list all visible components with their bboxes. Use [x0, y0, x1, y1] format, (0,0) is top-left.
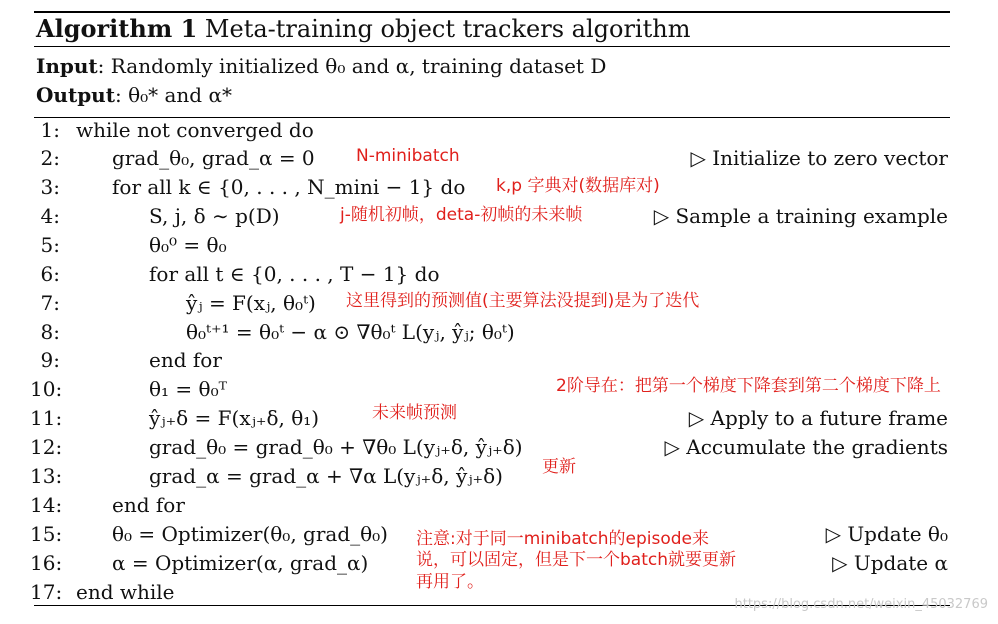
code-line: for all k ∈ {0, . . . , N_mini − 1} do: [112, 175, 466, 199]
comment: ▷ Update θ₀: [825, 522, 948, 546]
annotation-update: 更新: [542, 457, 576, 477]
line-number: 13:: [30, 464, 63, 488]
code-line: θ₀ = Optimizer(θ₀, grad_θ₀): [112, 522, 388, 546]
comment: ▷ Apply to a future frame: [688, 406, 948, 430]
code-line: ŷⱼ₊δ = F(xⱼ₊δ, θ₁): [149, 406, 320, 430]
algorithm-name: Meta-training object trackers algorithm: [204, 15, 691, 43]
code-line: S, j, δ ∼ p(D): [149, 204, 280, 228]
line-number: 14:: [30, 493, 63, 517]
line-number: 9:: [40, 348, 60, 372]
code-line: end for: [112, 493, 185, 517]
line-number: 12:: [30, 435, 63, 459]
code-line: end for: [149, 348, 222, 372]
comment: ▷ Accumulate the gradients: [664, 435, 948, 459]
annotation-note: 注意:对于同一minibatch的episode来说，可以固定，但是下一个batch就要更新再用了。: [416, 529, 736, 592]
top-rule: [34, 11, 950, 13]
line-number: 15:: [30, 522, 63, 546]
line-number: 17:: [30, 580, 63, 604]
annotation-minibatch: N-minibatch: [356, 146, 460, 166]
line-number: 1:: [40, 118, 60, 142]
title-rule: [34, 46, 950, 47]
line-number: 7:: [40, 291, 60, 315]
output-line: [36, 85, 232, 105]
code-line: grad_θ₀ = grad_θ₀ + ∇θ₀ L(yⱼ₊δ, ŷⱼ₊δ): [149, 435, 523, 459]
input-text: : Randomly initialized θ₀ and α, training dataset D: [97, 54, 607, 78]
line-number: 3:: [40, 175, 60, 199]
input-line: [36, 56, 606, 76]
code-line: θ₀ᵗ⁺¹ = θ₀ᵗ − α ⊙ ∇θ₀ᵗ L(yⱼ, ŷⱼ; θ₀ᵗ): [186, 320, 515, 344]
annotation-j-delta: j-随机初帧，deta-初帧的未来帧: [340, 205, 583, 225]
output-text: : θ₀* and α*: [114, 83, 232, 107]
code-line: end while: [76, 580, 175, 604]
line-number: 4:: [40, 204, 60, 228]
line-number: 2:: [40, 146, 60, 170]
code-line: θ₀⁰ = θ₀: [149, 233, 227, 257]
annotation-second-order: 2阶导在：把第一个梯度下降套到第二个梯度下降上: [556, 376, 941, 396]
line-number: 16:: [30, 551, 63, 575]
code-line: α = Optimizer(α, grad_α): [112, 551, 369, 575]
algorithm-title: [36, 14, 691, 43]
line-number: 10:: [30, 377, 63, 401]
line-number: 8:: [40, 320, 60, 344]
watermark: https://blog.csdn.net/weixin_45032769: [734, 597, 988, 612]
annotation-future-frame: 未来帧预测: [372, 403, 457, 423]
comment: ▷ Update α: [832, 551, 948, 575]
code-line: grad_α = grad_α + ∇α L(yⱼ₊δ, ŷⱼ₊δ): [149, 464, 503, 488]
input-label: Input: [36, 54, 98, 78]
code-line: ŷⱼ = F(xⱼ, θ₀ᵗ): [186, 291, 316, 315]
comment: ▷ Sample a training example: [653, 204, 948, 228]
algorithm-label: Algorithm 1: [36, 14, 198, 43]
line-number: 11:: [30, 406, 63, 430]
code-line: for all t ∈ {0, . . . , T − 1} do: [149, 262, 440, 286]
line-number: 6:: [40, 262, 60, 286]
code-line: θ₁ = θ₀ᵀ: [149, 377, 227, 401]
line-number: 5:: [40, 233, 60, 257]
comment: ▷ Initialize to zero vector: [690, 146, 948, 170]
code-line: while not converged do: [76, 118, 314, 142]
output-label: Output: [36, 83, 115, 107]
annotation-kp: k,p 字典对(数据库对): [496, 176, 660, 196]
code-line: grad_θ₀, grad_α = 0: [112, 146, 315, 170]
annotation-prediction: 这里得到的预测值(主要算法没提到)是为了迭代: [346, 291, 700, 311]
